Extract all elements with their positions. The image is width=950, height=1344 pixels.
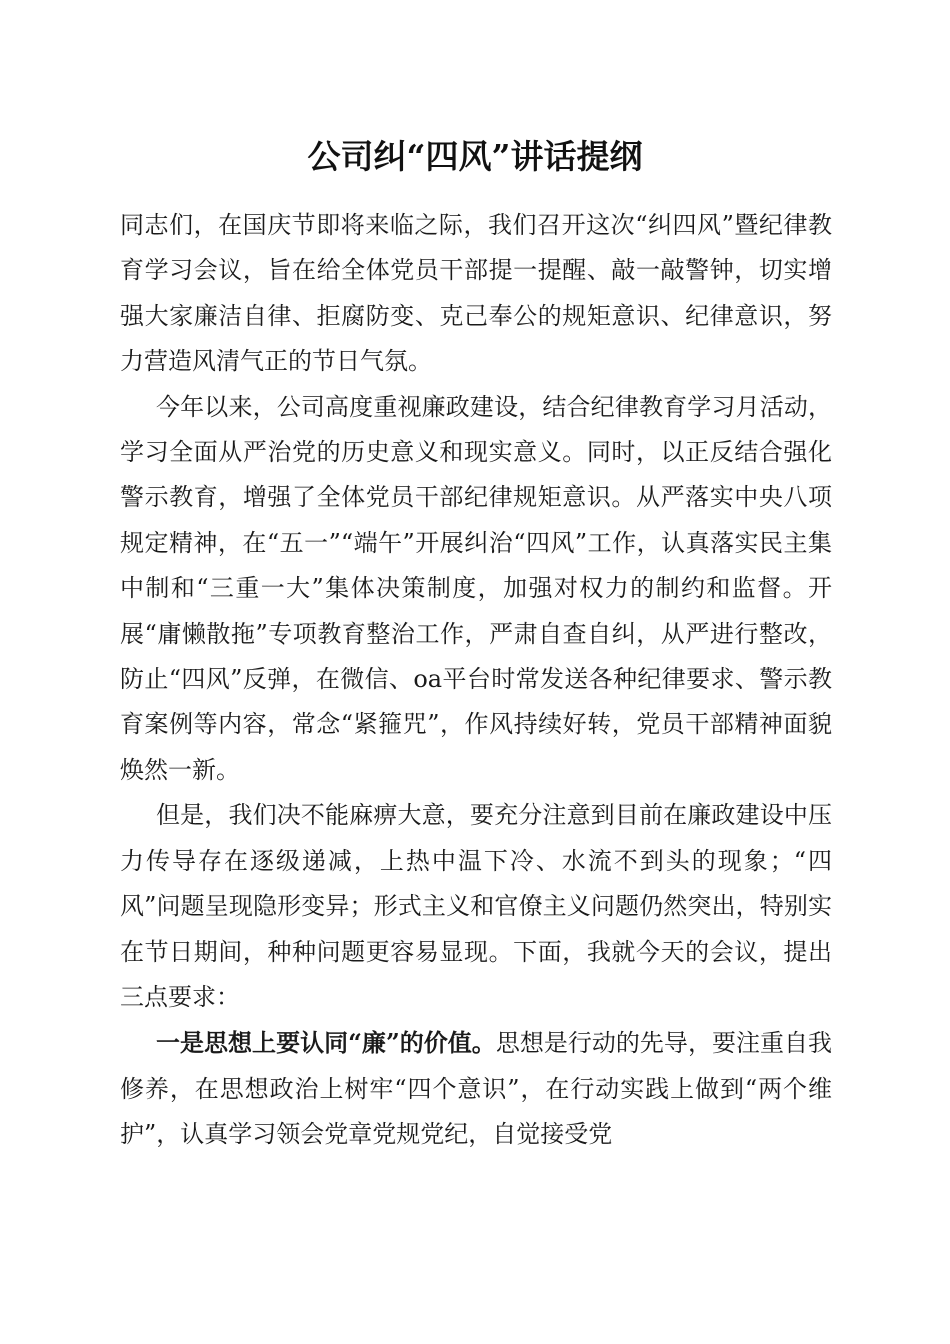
- paragraph-text: 思想是行动的先导，要注重自我修养，在思想政治上树牢“四个意识”，在行动实践上做到“两个维护”，认真学习领会党章党规党纪，自觉接受党: [120, 1029, 833, 1149]
- paragraph-requirement-one: [120, 1020, 832, 1157]
- paragraph-lead: 一是思想上要认同“廉”的价值。: [156, 1028, 496, 1058]
- paragraph-text: 同志们，在国庆节即将来临之际，我们召开这次“纠四风”暨纪律教育学习会议，旨在给全体党员干部提一提醒、敲一敲警钟，切实增强大家廉洁自律、拒腐防变、克己奉公的规矩意识、纪律意识，努力营造风清气正的节日气氛。: [120, 211, 832, 376]
- document-title: 公司纠“四风”讲话提纲: [307, 137, 643, 176]
- paragraph-text: 但是，我们决不能麻痹大意，要充分注意到目前在廉政建设中压力传导存在逐级递减，上热中温下冷、水流不到头的现象；“四风”问题呈现隐形变异；形式主义和官僚主义问题仍然突出，特别实在节日期间，种种问题更容易显现。下面，我就今天的会议，提出三点要求：: [120, 801, 832, 1011]
- paragraph-opening: [120, 203, 832, 385]
- paragraph-achievements: [120, 385, 832, 794]
- paragraph-problems: [120, 793, 832, 1020]
- document-body: [120, 203, 832, 1158]
- paragraph-text: 今年以来，公司高度重视廉政建设，结合纪律教育学习月活动，学习全面从严治党的历史意义和现实意义。同时，以正反结合强化警示教育，增强了全体党员干部纪律规矩意识。从严落实中央八项规定精神，在“五一”“端午”开展纠治“四风”工作，认真落实民主集中制和“三重一大”集体决策制度，加强对权力的制约和监督。开展“庸懒散拖”专项教育整治工作，严肃自查自纠，从严进行整改，防止“四风”反弹，在微信、oa平台时常发送各种纪律要求、警示教育案例等内容，常念“紧箍咒”，作风持续好转，党员干部精神面貌焕然一新。: [120, 392, 832, 784]
